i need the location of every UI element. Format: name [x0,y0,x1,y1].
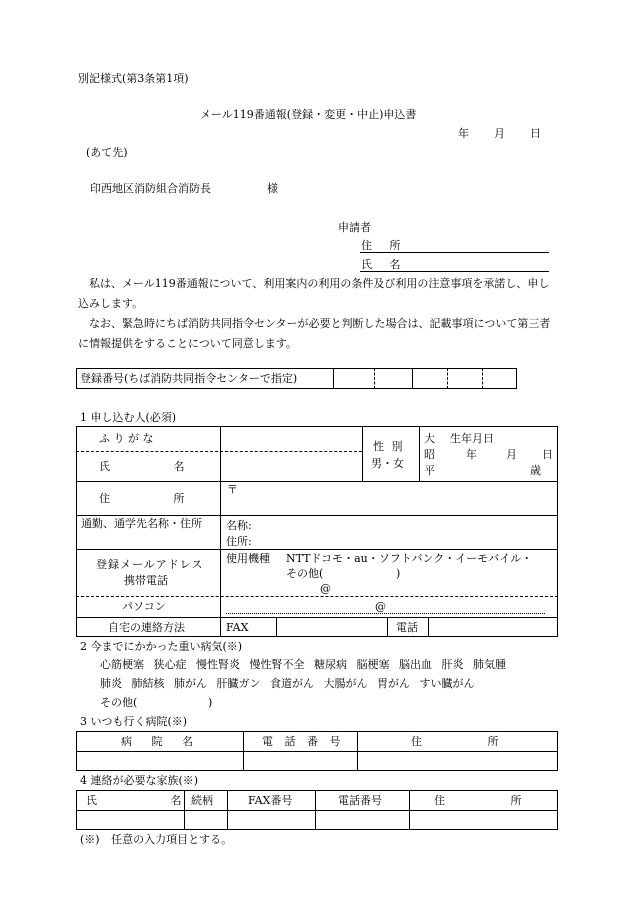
family-phone-header: 電話番号 [338,794,382,807]
applicant-name-line[interactable] [360,271,549,272]
other-carrier-label: その他( [286,567,324,580]
birthdate-label: 生年月日 [450,432,494,445]
applicant-address-label: 住 所 [361,239,401,252]
section3-title: 3 いつも行く病院(※) [80,715,188,728]
fax-field[interactable] [279,619,385,635]
pc-email-field[interactable] [226,599,552,613]
birth-year-label: 年 [466,448,477,461]
applicant-label: 申請者 [338,221,371,234]
table-row-line [76,515,558,516]
hospital-name-field[interactable] [78,753,241,769]
hospital-address-field[interactable] [359,753,556,769]
table-row-line [76,617,558,618]
sex-options[interactable]: 男・女 [371,457,404,470]
family-address-header: 住 所 [434,794,522,807]
family-fax-header: FAX番号 [248,794,293,807]
name-label: 氏 名 [99,460,185,473]
table-divider [220,426,221,637]
work-label: 通勤、通学先名称・住所 [81,517,202,530]
form-reference: 別記様式(第3条第1項) [78,72,189,85]
table-divider [276,617,277,637]
mobile-at-mark: @ [320,582,331,595]
applicant-address-line[interactable] [360,252,549,253]
furigana-divider [76,451,362,452]
name-field[interactable] [224,454,360,479]
date-year-label: 年 [458,127,469,140]
furigana-label: ふ り が な [99,432,154,445]
sex-label: 性 別 [373,440,403,453]
family-name-header: 氏 名 [86,794,182,807]
family-name-field[interactable] [78,812,182,828]
consent-paragraph-1: 私は、メール119番通報について、利用案内の利用の条件及び利用の注意事項を承諾し、申し込みします。 [78,277,550,310]
table-divider [409,790,410,830]
pc-at-mark: @ [375,600,386,613]
hospital-phone-field[interactable] [245,753,355,769]
table-divider [227,790,228,830]
date-month-label: 月 [494,127,505,140]
applicant-name-label: 氏 名 [361,258,401,271]
mobile-email-field[interactable] [226,580,552,594]
email-label: 登録メールアドレス [96,558,204,571]
section1-title: 1 申し込む人(必須) [80,411,177,424]
pc-label: パソコン [122,600,166,613]
section2-title: 2 今までにかかった重い病気(※) [80,640,243,653]
disease-other-field[interactable] [150,695,205,709]
honorific: 様 [267,182,278,195]
addressee: 印西地区消防組合消防長 [90,182,211,195]
hospital-name-header: 病 院 名 [121,735,193,748]
mobile-label: 携帯電話 [124,574,168,587]
footnote: (※) 任意の入力項目とする。 [80,833,233,846]
consent-paragraph-2: なお、緊急時にちば消防共同指令センターが必要と判断した場合は、記載事項について第三者に情報提供をすることについて同意します。 [78,317,551,350]
table-row-line [76,549,558,550]
form-title: メール119番通報(登録・変更・中止)申込書 [200,108,417,121]
address-field[interactable] [224,497,554,513]
disease-other-close: ) [208,696,213,709]
device-label: 使用機種 [226,552,270,565]
contact-label: 自宅の連絡方法 [108,621,185,634]
table-divider [387,617,388,637]
table-divider [357,731,358,771]
hospital-phone-header: 電 話 番 号 [262,735,343,748]
disease-list-2[interactable]: 肺炎 肺結核 肺がん 肝臓ガン 食道がん 大腸がん 胃がん すい臓がん [100,677,475,690]
carrier-options[interactable]: NTTドコモ・au・ソフトバンク・イーモバイル・ [286,552,533,565]
family-fax-field[interactable] [229,812,313,828]
table-divider [428,617,429,637]
table-row-line [76,751,558,752]
work-name-label: 名称: [226,519,252,532]
table-divider [243,731,244,771]
disease-list-1[interactable]: 心筋梗塞 狭心症 慢性腎炎 慢性腎不全 糖尿病 脳梗塞 脳出血 肝炎 肺気腫 [100,658,506,671]
disease-other-label: その他( [100,696,138,709]
table-divider [362,426,363,481]
family-address-field[interactable] [411,812,556,828]
table-divider [184,790,185,830]
era-showa[interactable]: 昭 [424,448,435,461]
section4-title: 4 連絡が必要な家族(※) [80,774,199,787]
email-divider [76,596,558,597]
furigana-field[interactable] [224,429,360,449]
era-taisho[interactable]: 大 [424,432,435,445]
work-address-label: 住所: [226,535,252,548]
table-row-line [76,810,558,811]
phone-field[interactable] [431,619,555,635]
address-label: 住 所 [99,492,185,505]
phone-label: 電話 [396,621,418,634]
date-day-label: 日 [530,127,541,140]
table-row-line [76,481,558,482]
hospital-address-header: 住 所 [411,735,499,748]
era-heisei[interactable]: 平 [424,464,435,477]
fax-label: FAX [226,621,249,634]
family-relation-field[interactable] [186,812,225,828]
registration-number-field[interactable] [336,370,512,387]
family-relation-header: 続柄 [191,794,213,807]
addressee-label: (あて先) [86,146,128,159]
postal-mark: 〒 [227,483,238,496]
other-carrier-close: ) [396,567,401,580]
table-divider [315,790,316,830]
registration-divider [333,368,334,389]
family-phone-field[interactable] [317,812,407,828]
birth-day-label: 日 [542,448,553,461]
birth-month-label: 月 [506,448,517,461]
age-label: 歳 [530,464,541,477]
pc-email-line [226,613,545,614]
registration-label: 登録番号(ちば消防共同指令センターで指定) [80,372,298,385]
table-divider [419,426,420,481]
